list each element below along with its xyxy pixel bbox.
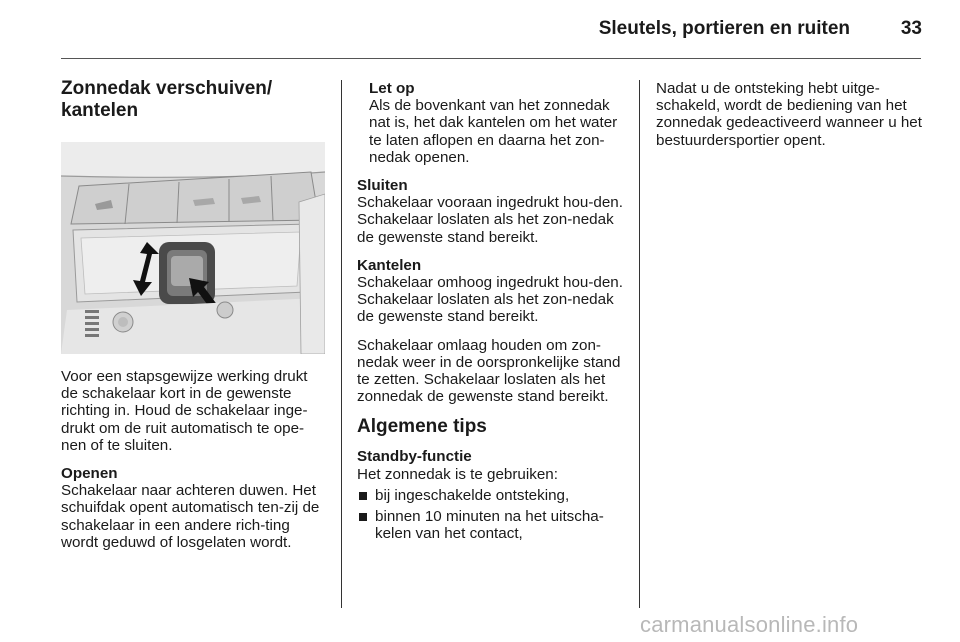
sunroof-switch-illustration bbox=[61, 142, 325, 354]
page-number: 33 bbox=[900, 18, 922, 39]
intro-paragraph: Voor een stapsgewijze werking drukt de schakelaar kort in de gewenste richting in. Houd de schakelaar inge-drukt om de ruit automatisch te ope-nen of te sluiten. bbox=[61, 368, 308, 454]
section-title-line2: kantelen bbox=[61, 100, 139, 121]
note-paragraph bbox=[357, 80, 625, 166]
watermark: carmanualsonline.info bbox=[640, 612, 859, 637]
bullet-square-icon bbox=[359, 492, 367, 500]
section-title-sunroof bbox=[61, 78, 327, 122]
note-heading: Let op bbox=[369, 80, 415, 97]
close-heading: Sluiten bbox=[357, 177, 408, 195]
running-header-title: Sleutels, portieren en ruiten bbox=[598, 18, 850, 39]
standby-bullet-list bbox=[357, 487, 625, 543]
open-heading: Openen bbox=[61, 465, 118, 483]
list-item-text: bij ingeschakelde ontsteking, bbox=[375, 486, 570, 504]
standby-paragraph bbox=[357, 448, 625, 482]
tilt-paragraph bbox=[357, 257, 625, 326]
column-3 bbox=[656, 80, 924, 160]
list-item bbox=[357, 487, 625, 504]
list-item bbox=[357, 508, 625, 542]
bullet-square-icon bbox=[359, 513, 367, 521]
section-title-general-tips: Algemene tips bbox=[357, 416, 487, 438]
note-text: Als de bovenkant van het zonnedak nat is, het dak kantelen om het water te laten aflopen en daarna het zon-nedak openen. bbox=[369, 97, 618, 166]
open-text: Schakelaar naar achteren duwen. Het schuifdak opent automatisch ten-zij de schakelaar in een andere rich-ting wordt geduwd of losgelaten wordt. bbox=[61, 482, 320, 551]
close-paragraph bbox=[357, 177, 625, 246]
column-divider-2 bbox=[639, 80, 640, 608]
standby-text: Het zonnedak is te gebruiken: bbox=[357, 465, 558, 483]
header-rule bbox=[61, 58, 921, 59]
standby-heading: Standby-functie bbox=[357, 448, 472, 466]
tilt-heading: Kantelen bbox=[357, 256, 422, 274]
section-title-line1: Zonnedak verschuiven/ bbox=[61, 78, 273, 99]
ignition-paragraph: Nadat u de ontsteking hebt uitge-schakeld, wordt de bediening van het zonnedak gedeactiveerd wanneer u het bestuurdersportier opent. bbox=[656, 80, 922, 149]
tilt-text: Schakelaar omhoog ingedrukt hou-den. Schakelaar loslaten als het zon-nedak de gewenste stand bereikt. bbox=[357, 274, 623, 326]
column-2 bbox=[357, 80, 625, 546]
list-item-text: binnen 10 minuten na het uitscha-kelen van het contact, bbox=[375, 508, 604, 543]
column-1 bbox=[61, 78, 327, 562]
close-text: Schakelaar vooraan ingedrukt hou-den. Schakelaar loslaten als het zon-nedak de gewenste stand bereikt. bbox=[357, 194, 623, 246]
tilt-paragraph-2: Schakelaar omlaag houden om zon-nedak weer in de oorspronkelijke stand te zetten. Schakelaar loslaten als het zonnedak de gewenste stand bereikt. bbox=[357, 336, 621, 406]
open-paragraph bbox=[61, 465, 327, 551]
column-divider-1 bbox=[341, 80, 342, 608]
